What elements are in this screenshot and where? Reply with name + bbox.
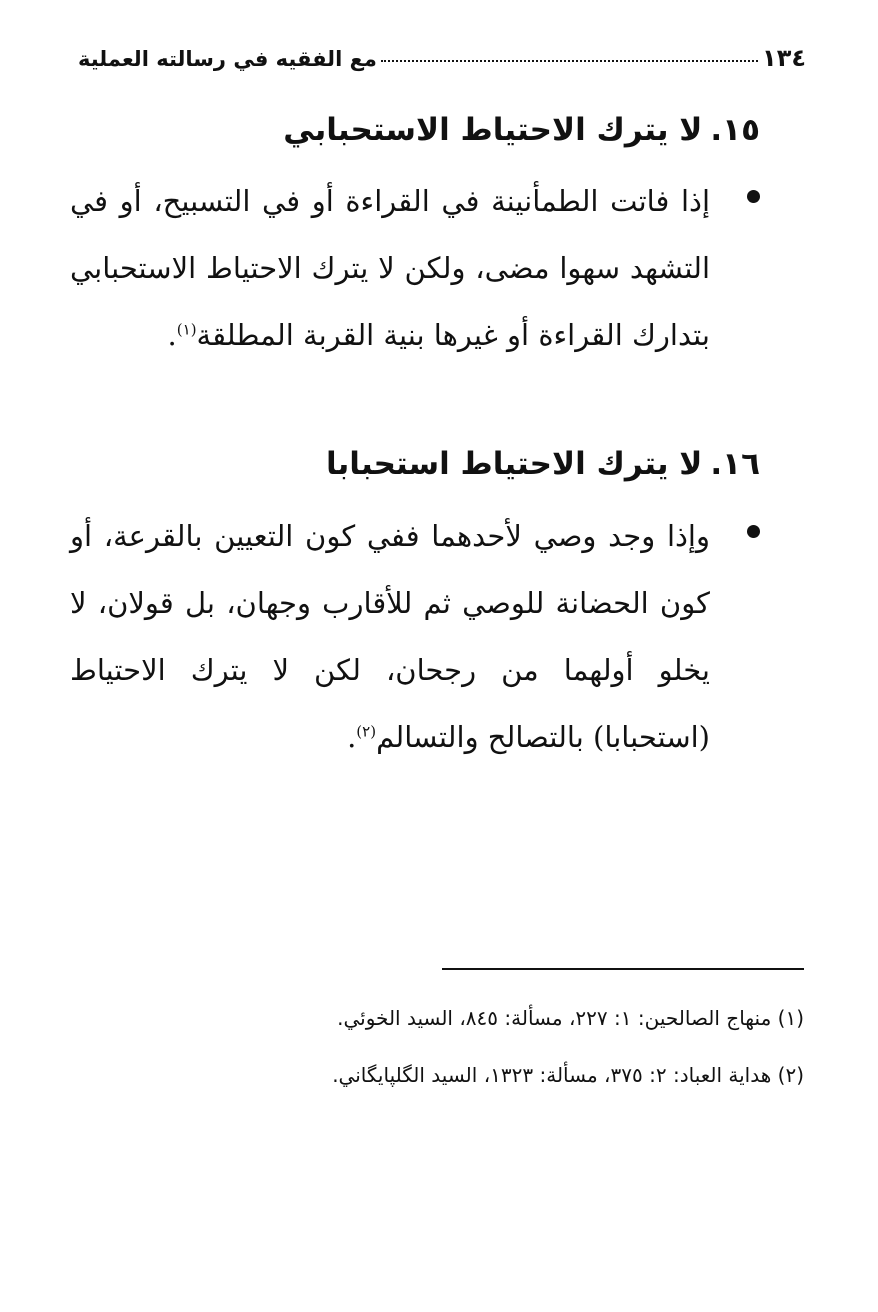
header-leader-dots: [381, 46, 758, 62]
section-heading-16: [326, 446, 760, 482]
section-title: لا يترك الاحتياط الاستحبابي: [283, 112, 703, 148]
paragraph-text: [70, 503, 760, 771]
footnote-divider: [442, 968, 804, 970]
footnote-2: (٢) هداية العباد: ٢: ٣٧٥، مسألة: ١٣٢٣، السيد الگلپايگاني.: [332, 1063, 804, 1087]
section-title: لا يترك الاحتياط استحبابا: [326, 446, 703, 482]
paragraph-body: إذا فاتت الطمأنينة في القراءة أو في التسبيح، أو في التشهد سهوا مضى، ولكن لا يترك الاحتياط الاستحبابي بتدارك القراءة أو غيرها بنية القربة المطلقة: [70, 184, 710, 352]
section-number: ١٥.: [710, 112, 760, 148]
bullet-paragraph-16: [70, 503, 760, 771]
bullet-paragraph-15: [70, 168, 760, 369]
footnote-ref-2: (٢): [356, 722, 377, 741]
paragraph-end-punct: .: [167, 318, 177, 352]
page-header: [78, 44, 806, 84]
section-heading-15: [283, 112, 760, 148]
page-number: ١٣٤: [762, 44, 806, 72]
footnote-ref-1: (١): [176, 320, 197, 339]
paragraph-text: [70, 168, 760, 369]
paragraph-end-punct: .: [347, 720, 357, 754]
footnote-1: (١) منهاج الصالحين: ١: ٢٢٧، مسألة: ٨٤٥، السيد الخوئي.: [337, 1006, 804, 1030]
bullet-icon: [747, 190, 760, 203]
paragraph-body: وإذا وجد وصي لأحدهما ففي كون التعيين بالقرعة، أو كون الحضانة للوصي ثم للأقارب وجهان، بل قولان، لا يخلو أولهما من رجحان، لكن لا يترك الاحتياط (استحبابا) بالتصالح والتسالم: [70, 519, 710, 754]
running-title: مع الفقيه في رسالته العملية: [78, 47, 377, 71]
section-number: ١٦.: [710, 446, 760, 482]
bullet-icon: [747, 525, 760, 538]
